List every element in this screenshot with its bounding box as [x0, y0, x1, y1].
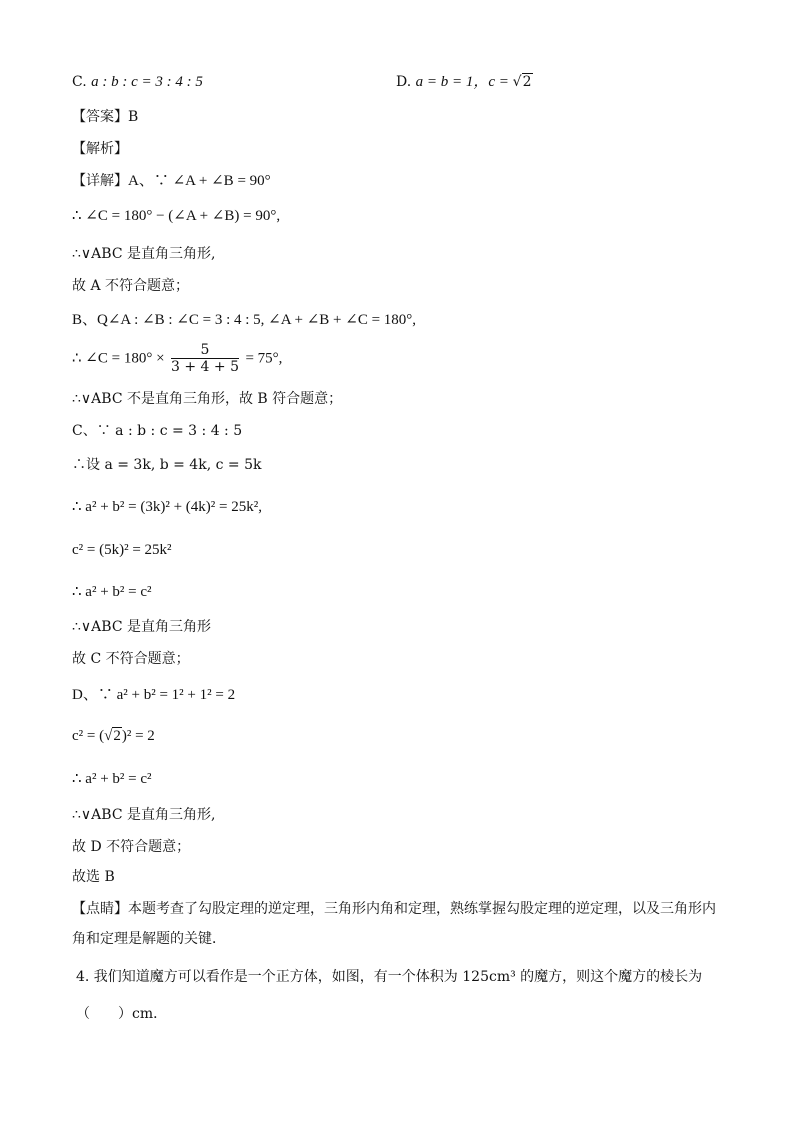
detail-d-conclude: 故 D 不符合题意； [72, 839, 191, 855]
detail-b-start: B、Q∠A : ∠B : ∠C = 3 : 4 : 5, ∠A + ∠B + ∠C = 180°, [72, 312, 417, 328]
detail-final: 故选 B [72, 869, 115, 885]
detail-c-step2: ∴ a² + b² = (3k)² + (4k)² = 25k², [72, 499, 263, 515]
detail-c-step4: ∴ a² + b² = c² [72, 584, 152, 600]
detail-tag: 【详解】 [72, 173, 128, 189]
detail-d-step3: ∴∨ABC 是直角三角形, [72, 807, 216, 823]
answer-tag: 【答案】 [72, 109, 128, 125]
comment-text-1: 本题考查了勾股定理的逆定理，三角形内角和定理，熟练掌握勾股定理的逆定理，以及三角形内 [128, 901, 716, 917]
detail-d-step2: ∴ a² + b² = c² [72, 771, 152, 787]
detail-c-start: C、∵ a : b : c = 3 : 4 : 5 [72, 423, 243, 439]
fraction-denominator: 3 + 4 + 5 [171, 359, 239, 375]
detail-d-step1-suffix: )² = 2 [121, 728, 155, 744]
analysis-tag: 【解析】 [72, 141, 128, 157]
question4-line2: （ ）cm． [76, 1006, 168, 1022]
question4-line1: 4. 我们知道魔方可以看作是一个正方体，如图，有一个体积为 125cm³ 的魔方，则这个魔方的棱长为 [76, 969, 703, 985]
option-c-expression: a : b : c = 3 : 4 : 5 [91, 74, 203, 90]
option-c [72, 72, 203, 92]
detail-b-fraction [171, 342, 239, 375]
option-d-radicand: 2 [522, 74, 532, 90]
option-c-label: C. [72, 74, 87, 90]
detail-a-start [72, 171, 271, 191]
comment-tag: 【点睛】 [72, 901, 128, 917]
detail-a-step2: ∴∨ABC 是直角三角形, [72, 246, 216, 262]
option-d-expression: a = b = 1，c = [415, 74, 513, 90]
detail-d-step1 [72, 726, 155, 746]
option-d [396, 72, 533, 92]
detail-d-step1-prefix: c² = ( [72, 728, 105, 744]
detail-a-conclude: 故 A 不符合题意； [72, 278, 190, 294]
comment-line1 [72, 899, 716, 919]
detail-d-start: D、∵ a² + b² = 1² + 1² = 2 [72, 687, 236, 703]
answer-line [72, 107, 138, 127]
comment-line2: 角和定理是解题的关键． [72, 931, 226, 947]
detail-c-step1: ∴设 a = 3k, b = 4k, c = 5k [72, 457, 262, 473]
detail-a-step1: ∴ ∠C = 180° − (∠A + ∠B) = 90°, [72, 208, 281, 224]
option-d-sqrt: √2 [512, 74, 532, 90]
detail-b-step1-suffix: = 75°, [245, 350, 283, 367]
detail-c-step5: ∴∨ABC 是直角三角形 [72, 619, 211, 635]
option-d-label: D. [396, 74, 412, 90]
answer-value: B [128, 109, 139, 125]
detail-d-sqrt: √2 [104, 728, 121, 744]
fraction-numerator: 5 [171, 342, 239, 359]
detail-a-start-text: A、∵ ∠A + ∠B = 90° [128, 173, 271, 189]
detail-b-step1-prefix: ∴ ∠C = 180° × [72, 350, 165, 367]
detail-c-step3: c² = (5k)² = 25k² [72, 542, 172, 558]
detail-b-step1 [72, 342, 282, 375]
detail-b-step2: ∴∨ABC 不是直角三角形，故 B 符合题意； [72, 391, 343, 407]
detail-d-radicand: 2 [113, 728, 121, 744]
detail-c-conclude: 故 C 不符合题意； [72, 651, 190, 667]
